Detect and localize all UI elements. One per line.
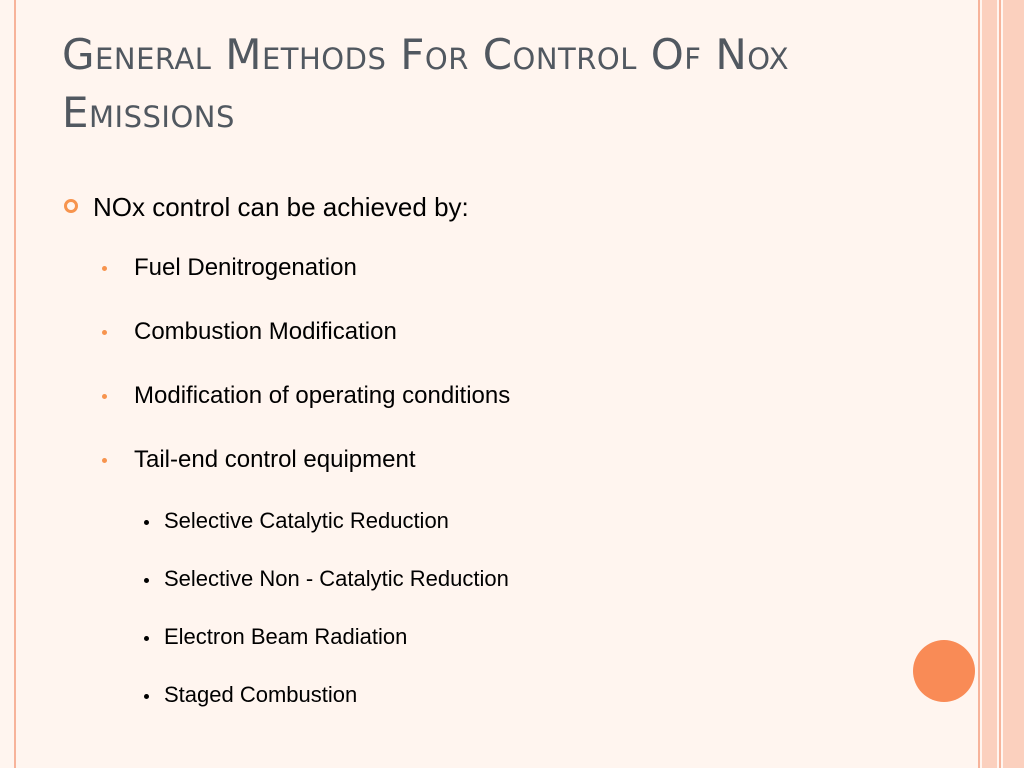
frame-stripe [978, 0, 980, 768]
sub-bullet-dot-icon [144, 636, 149, 641]
list-item [64, 428, 924, 492]
frame-stripe [1003, 0, 1024, 768]
frame-stripe [982, 0, 997, 768]
list-item [64, 364, 924, 428]
list-item-label: Combustion Modification [134, 318, 397, 345]
list-item-label: Tail-end control equipment [134, 446, 416, 473]
list-item-label: Modification of operating conditions [134, 382, 511, 409]
sub-list-item-label: Electron Beam Radiation [164, 624, 408, 649]
decorative-circle [913, 640, 975, 702]
sub-list-item-label: Staged Combustion [164, 682, 358, 707]
sub-bullet-dot-icon [144, 578, 149, 583]
sub-list-item-label: Selective Catalytic Reduction [164, 508, 449, 533]
right-frame-stripes [978, 0, 1024, 768]
sub-list-item [64, 608, 924, 666]
slide-title: General Methods For Control Of Nox Emissions [62, 30, 790, 137]
bullet-dot-icon [102, 330, 107, 335]
sub-bullet-dot-icon [144, 520, 149, 525]
sub-list-item [64, 550, 924, 608]
bullet-list [64, 180, 924, 724]
ring-bullet-icon [64, 199, 78, 213]
intro-bullet [64, 180, 924, 234]
sub-list-item [64, 492, 924, 550]
sub-list-item-label: Selective Non - Catalytic Reduction [164, 566, 509, 591]
frame-stripe [999, 0, 1001, 768]
sub-bullet-dot-icon [144, 694, 149, 699]
list-item [64, 236, 924, 300]
bullet-dot-icon [102, 394, 107, 399]
list-item-label: Fuel Denitrogenation [134, 254, 357, 281]
bullet-dot-icon [102, 266, 107, 271]
sub-list-item [64, 666, 924, 724]
list-item [64, 300, 924, 364]
left-frame-line [14, 0, 16, 768]
bullet-dot-icon [102, 458, 107, 463]
intro-text: NOx control can be achieved by: [93, 192, 469, 222]
